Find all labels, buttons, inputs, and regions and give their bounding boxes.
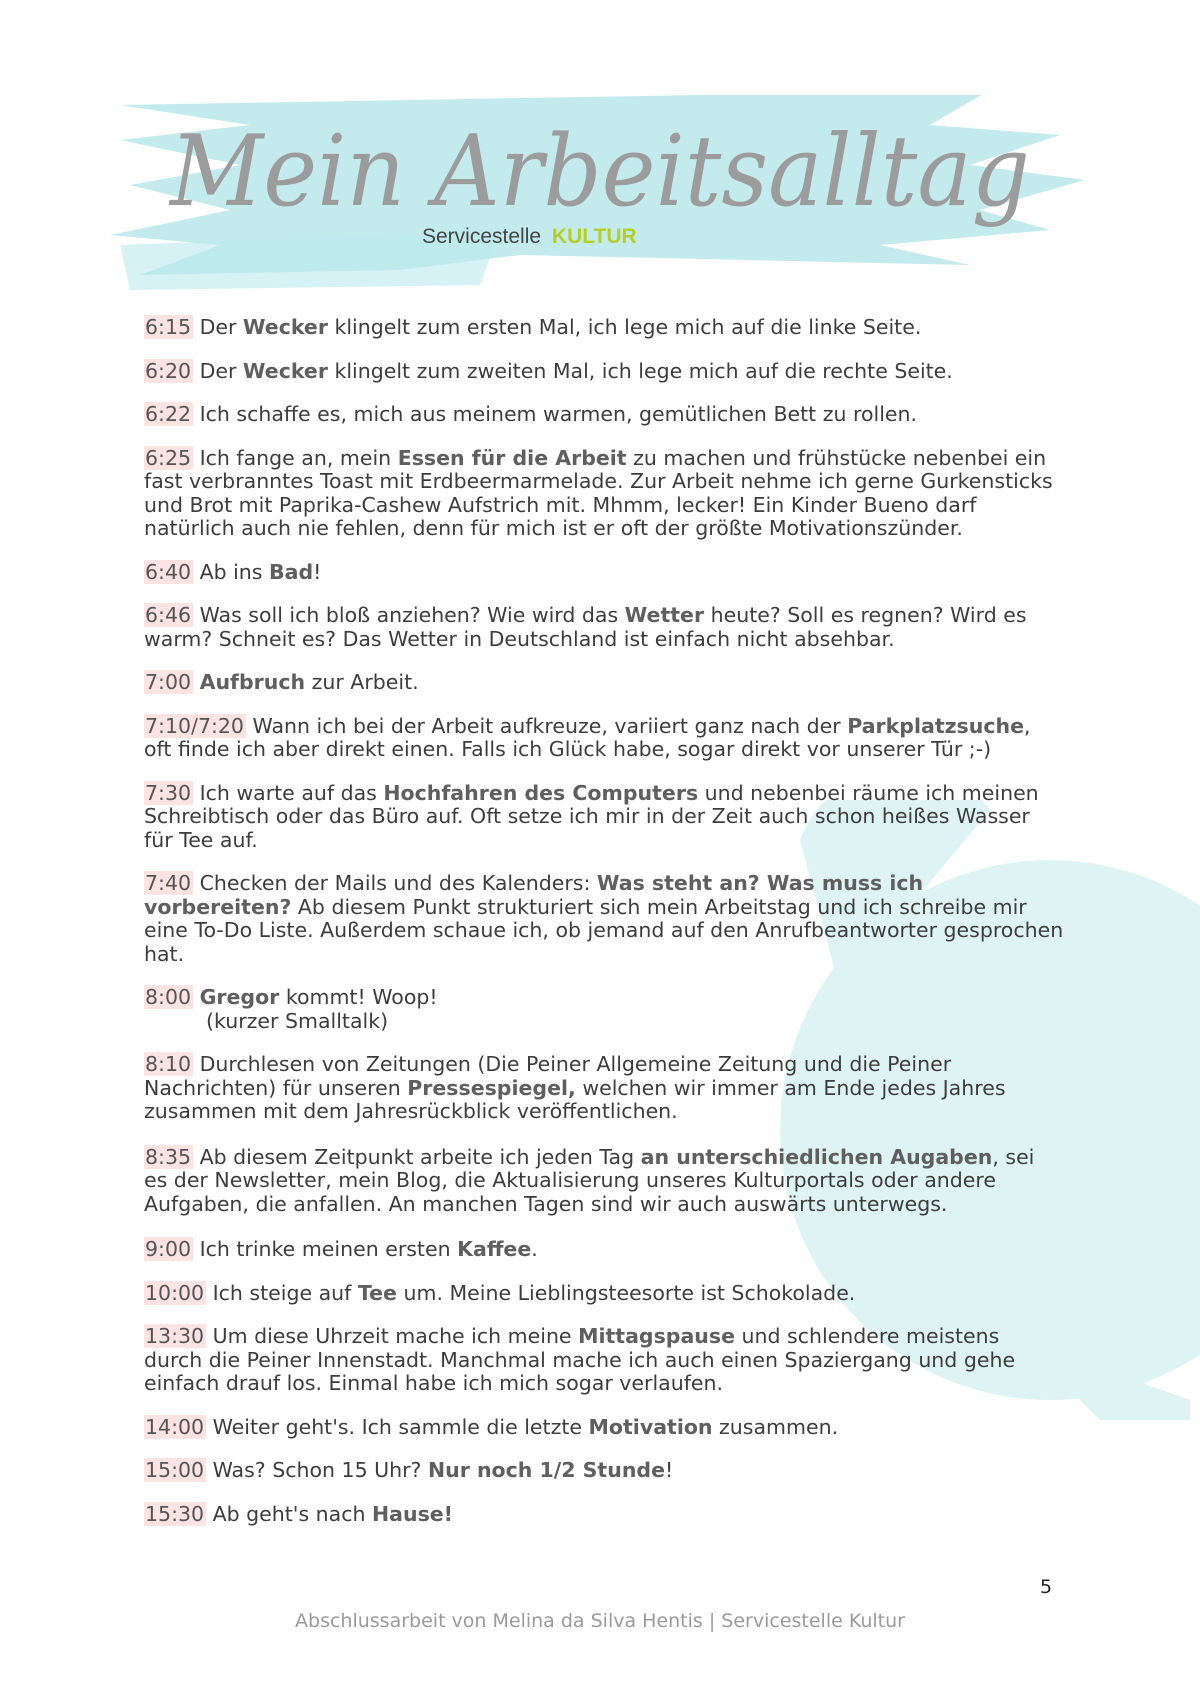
schedule-entry xyxy=(144,782,1064,853)
entry-time: 6:20 xyxy=(145,358,192,383)
entry-time: 15:30 xyxy=(145,1501,205,1526)
header-title: Mein Arbeitsalltag xyxy=(168,115,1030,229)
entry-text: , sei es der Newsletter, mein Blog, die Aktualisierung unseres Kulturportals oder andere Aufgaben, die anfallen. An manchen Tagen sind wir auch auswärts unterwegs. xyxy=(144,1144,1035,1216)
entry-text: welchen wir immer am Ende jedes Jahres zusammen mit dem Jahresrückblick veröffentlichen. xyxy=(144,1075,1006,1123)
schedule-entry xyxy=(144,715,1064,762)
entry-highlight: Mittagspause xyxy=(578,1324,736,1348)
entry-text: heute? Soll es regnen? Wird es warm? Schneit es? Das Wetter in Deutschland ist einfach nicht absehbar. xyxy=(144,603,1027,651)
entry-text: zu machen und frühstücke nebenbei ein fast verbranntes Toast mit Erdbeermarmelade. Zur Arbeit nehme ich gerne Gurkensticks und Brot mit Paprika-Cashew Aufstrich mit. Mhmm, lecker! Ein Kinder Bueno darf natürlich auch nie fehlen, denn für mich ist er oft der größte Motivationszünder. xyxy=(144,445,1053,540)
entry-text: ! xyxy=(665,1458,674,1482)
schedule-entry xyxy=(144,872,1064,966)
entry-highlight: Wecker xyxy=(242,358,328,383)
entry-text: Checken der Mails und des Kalenders: xyxy=(193,871,597,895)
entry-text: und schlendere meistens durch die Peiner Innenstadt. Manchmal mache ich auch einen Spaziergang und gehe einfach drauf los. Einmal habe ich mich sogar verlaufen. xyxy=(144,1324,1016,1395)
page-number: 5 xyxy=(1040,1576,1053,1598)
entry-highlight: Hochfahren des Computers xyxy=(383,780,699,805)
entry-text: Durchlesen von Zeitungen (Die Peiner Allgemeine Zeitung und die Peiner Nachrichten) für unseren xyxy=(144,1052,952,1100)
entry-text: Um diese Uhrzeit mache ich meine xyxy=(206,1324,579,1348)
entry-text: und nebenbei räume ich meinen Schreibtisch oder das Büro auf. Oft setze ich mir in der Zeit auch schon heißes Wasser für Tee auf. xyxy=(144,780,1039,852)
entry-text: Wann ich bei der Arbeit aufkreuze, variiert ganz nach der xyxy=(245,713,848,738)
entry-highlight: an unterschiedlichen Augaben xyxy=(640,1144,993,1169)
entry-note: (kurzer Smalltalk) xyxy=(206,1008,389,1033)
entry-text: zusammen. xyxy=(712,1414,839,1439)
entry-highlight: Aufbruch xyxy=(199,670,306,694)
entry-highlight: Parkplatzsuche xyxy=(847,713,1024,738)
entry-time: 8:00 xyxy=(145,985,192,1009)
header-subtitle-accent: KULTUR xyxy=(551,225,637,248)
entry-text: Ich schaffe es, mich aus meinem warmen, gemütlichen Bett zu rollen. xyxy=(193,402,918,426)
schedule-entry xyxy=(144,447,1064,541)
entry-time: 7:40 xyxy=(145,871,192,895)
schedule-entry xyxy=(144,1325,1064,1396)
entry-time: 8:10 xyxy=(145,1052,192,1076)
schedule-entry xyxy=(144,1459,1064,1483)
entry-time: 7:30 xyxy=(145,780,192,805)
schedule-entry xyxy=(144,671,1064,695)
entry-time: 6:40 xyxy=(145,559,192,584)
entry-text: Ich fange an, mein xyxy=(193,445,398,470)
entry-time: 6:25 xyxy=(145,445,192,470)
entry-text: zur Arbeit. xyxy=(305,670,419,694)
schedule-entry xyxy=(144,1282,1064,1306)
page-header xyxy=(100,95,1100,295)
entry-time: 7:00 xyxy=(145,670,192,694)
entry-time: 10:00 xyxy=(145,1280,205,1305)
entry-text: kommt! Woop! xyxy=(279,985,438,1009)
entry-text: Ab ins xyxy=(193,559,270,584)
entry-time: 6:46 xyxy=(145,603,192,627)
schedule-entry xyxy=(144,1053,1064,1124)
entry-time: 15:00 xyxy=(145,1458,205,1482)
entry-highlight: Gregor xyxy=(199,985,280,1009)
entry-time: 6:22 xyxy=(145,402,192,426)
entry-text: klingelt zum zweiten Mal, ich lege mich auf die rechte Seite. xyxy=(327,358,953,383)
entry-time: 9:00 xyxy=(145,1237,192,1261)
entry-text: Der xyxy=(193,358,243,383)
entry-time: 6:15 xyxy=(145,315,192,339)
schedule-list xyxy=(144,316,1064,1526)
schedule-entry xyxy=(144,986,1064,1033)
entry-time: 8:35 xyxy=(145,1144,192,1169)
entry-text: Ab diesem Zeitpunkt arbeite ich jeden Tag xyxy=(193,1144,641,1169)
entry-text: ! xyxy=(313,559,322,584)
header-subtitle: Servicestelle xyxy=(422,225,542,248)
entry-highlight: Tee xyxy=(357,1280,397,1305)
entry-time: 14:00 xyxy=(145,1414,205,1439)
entry-highlight: Essen für die Arbeit xyxy=(397,445,627,470)
schedule-entry xyxy=(144,316,1064,340)
schedule-entry xyxy=(144,1503,1064,1527)
entry-highlight: Wecker xyxy=(242,315,328,339)
entry-text: Weiter geht's. Ich sammle die letzte xyxy=(206,1414,589,1439)
entry-highlight: Hause! xyxy=(371,1501,454,1526)
schedule-entry xyxy=(144,604,1064,651)
page-footer: Abschlussarbeit von Melina da Silva Hentis | Servicestelle Kultur xyxy=(295,1610,905,1632)
entry-text: Ich steige auf xyxy=(206,1280,358,1305)
entry-highlight: Wetter xyxy=(624,603,705,627)
entry-highlight: Kaffee xyxy=(457,1237,532,1261)
entry-text: Was soll ich bloß anziehen? Wie wird das xyxy=(193,603,625,627)
schedule-entry xyxy=(144,1146,1064,1217)
entry-text: . xyxy=(531,1237,538,1261)
schedule-entry xyxy=(144,360,1064,384)
entry-text: Ich trinke meinen ersten xyxy=(193,1237,458,1261)
entry-text: klingelt zum ersten Mal, ich lege mich auf die linke Seite. xyxy=(327,315,922,339)
entry-time: 7:10/7:20 xyxy=(145,713,244,738)
entry-highlight: Nur noch 1/2 Stunde xyxy=(427,1458,665,1482)
entry-highlight: Was steht an? Was muss ich vorbereiten? xyxy=(144,871,924,919)
svg-text:Servicestelle KULTUR xyxy=(422,225,637,248)
schedule-entry xyxy=(144,1416,1064,1440)
entry-text: Der xyxy=(193,315,243,339)
entry-highlight: Motivation xyxy=(588,1414,713,1439)
schedule-entry xyxy=(144,1238,1064,1262)
entry-highlight: Pressespiegel, xyxy=(407,1075,576,1100)
entry-highlight: Bad xyxy=(269,559,314,584)
schedule-entry xyxy=(144,403,1064,427)
entry-text: Ab geht's nach xyxy=(206,1501,372,1526)
schedule-entry xyxy=(144,561,1064,585)
entry-text: Ich warte auf das xyxy=(193,780,384,805)
entry-text: , oft finde ich aber direkt einen. Falls ich Glück habe, sogar direkt vor unserer Tür ;-) xyxy=(144,713,1031,761)
entry-text: Was? Schon 15 Uhr? xyxy=(206,1458,428,1482)
entry-text: um. Meine Lieblingsteesorte ist Schokolade. xyxy=(396,1280,856,1305)
entry-text: Ab diesem Punkt strukturiert sich mein Arbeitstag und ich schreibe mir eine To-Do Liste. Außerdem schaue ich, ob jemand auf den Anrufbeantworter gesprochen hat. xyxy=(144,894,1064,966)
entry-time: 13:30 xyxy=(145,1324,205,1348)
